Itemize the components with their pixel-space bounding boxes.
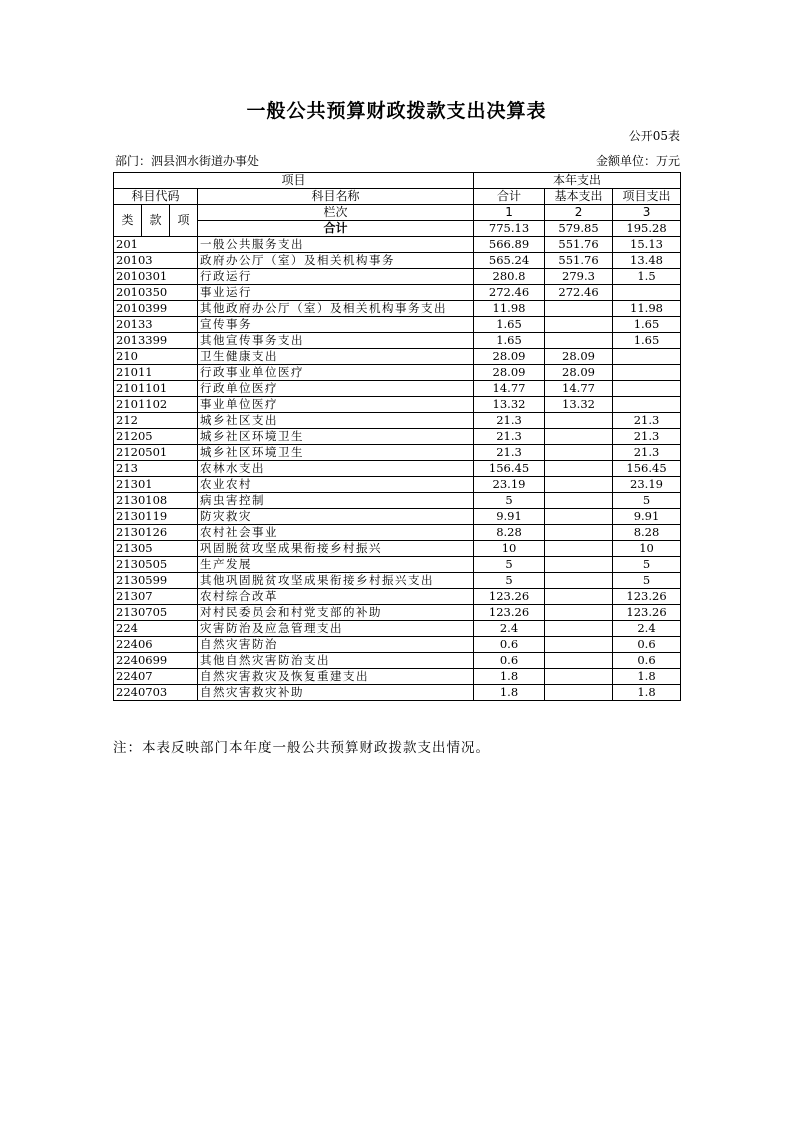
row-project: 8.28 xyxy=(613,525,681,541)
row-total: 280.8 xyxy=(474,269,545,285)
row-total: 9.91 xyxy=(474,509,545,525)
row-total: 1.65 xyxy=(474,333,545,349)
row-code: 22407 xyxy=(114,669,198,685)
row-basic xyxy=(545,429,613,445)
row-basic: 14.77 xyxy=(545,381,613,397)
row-code: 20133 xyxy=(114,317,198,333)
table-row xyxy=(114,541,681,557)
row-basic xyxy=(545,317,613,333)
row-name: 农村综合改革 xyxy=(198,589,474,605)
row-total: 5 xyxy=(474,573,545,589)
row-basic xyxy=(545,301,613,317)
row-basic: 551.76 xyxy=(545,253,613,269)
amount-unit-label: 金额单位：万元 xyxy=(595,154,680,168)
row-basic xyxy=(545,333,613,349)
row-name: 防灾救灾 xyxy=(198,509,474,525)
row-code: 210 xyxy=(114,349,198,365)
row-name: 城乡社区支出 xyxy=(198,413,474,429)
row-total: 21.3 xyxy=(474,413,545,429)
row-project: 5 xyxy=(613,557,681,573)
row-total: 123.26 xyxy=(474,605,545,621)
header-subject-code: 科目代码 xyxy=(114,189,198,205)
row-name: 事业运行 xyxy=(198,285,474,301)
row-code: 2130505 xyxy=(114,557,198,573)
table-row xyxy=(114,637,681,653)
table-row xyxy=(114,317,681,333)
row-basic: 279.3 xyxy=(545,269,613,285)
row-name: 一般公共服务支出 xyxy=(198,237,474,253)
table-row xyxy=(114,365,681,381)
row-code: 2010301 xyxy=(114,269,198,285)
table-row xyxy=(114,429,681,445)
row-total: 21.3 xyxy=(474,445,545,461)
table-row xyxy=(114,397,681,413)
row-project: 0.6 xyxy=(613,653,681,669)
row-project xyxy=(613,381,681,397)
row-project: 1.8 xyxy=(613,669,681,685)
row-name: 自然灾害防治 xyxy=(198,637,474,653)
row-project: 5 xyxy=(613,493,681,509)
row-code: 21011 xyxy=(114,365,198,381)
row-basic: 272.46 xyxy=(545,285,613,301)
row-basic xyxy=(545,445,613,461)
sum-project: 195.28 xyxy=(613,221,681,237)
row-name: 其他政府办公厅（室）及相关机构事务支出 xyxy=(198,301,474,317)
table-row xyxy=(114,509,681,525)
header-row-3 xyxy=(114,205,681,221)
table-row xyxy=(114,669,681,685)
row-code: 201 xyxy=(114,237,198,253)
header-lei: 类 xyxy=(114,205,142,237)
row-basic xyxy=(545,413,613,429)
row-total: 28.09 xyxy=(474,365,545,381)
table-row xyxy=(114,333,681,349)
table-row xyxy=(114,493,681,509)
row-name: 病虫害控制 xyxy=(198,493,474,509)
sum-basic: 579.85 xyxy=(545,221,613,237)
header-row-2 xyxy=(114,189,681,205)
row-basic: 13.32 xyxy=(545,397,613,413)
table-row xyxy=(114,461,681,477)
row-total: 28.09 xyxy=(474,349,545,365)
row-name: 自然灾害救灾补助 xyxy=(198,685,474,701)
row-name: 其他巩固脱贫攻坚成果衔接乡村振兴支出 xyxy=(198,573,474,589)
page-title: 一般公共预算财政拨款支出决算表 xyxy=(246,100,547,122)
row-code: 212 xyxy=(114,413,198,429)
row-basic: 551.76 xyxy=(545,237,613,253)
row-total: 21.3 xyxy=(474,429,545,445)
row-code: 22406 xyxy=(114,637,198,653)
row-project: 0.6 xyxy=(613,637,681,653)
table-row xyxy=(114,605,681,621)
footnote: 注：本表反映部门本年度一般公共预算财政拨款支出情况。 xyxy=(113,740,490,756)
row-project: 1.65 xyxy=(613,317,681,333)
table-row xyxy=(114,301,681,317)
row-basic xyxy=(545,461,613,477)
row-project: 10 xyxy=(613,541,681,557)
row-basic xyxy=(545,525,613,541)
row-name: 巩固脱贫攻坚成果衔接乡村振兴 xyxy=(198,541,474,557)
header-kuan: 款 xyxy=(142,205,170,237)
row-project: 123.26 xyxy=(613,605,681,621)
table-row xyxy=(114,237,681,253)
row-total: 5 xyxy=(474,493,545,509)
table-row xyxy=(114,653,681,669)
row-total: 8.28 xyxy=(474,525,545,541)
form-number: 公开05表 xyxy=(628,129,680,143)
row-code: 21301 xyxy=(114,477,198,493)
row-name: 农业农村 xyxy=(198,477,474,493)
row-code: 2010350 xyxy=(114,285,198,301)
header-col-3: 3 xyxy=(613,205,681,221)
row-project: 5 xyxy=(613,573,681,589)
row-basic xyxy=(545,541,613,557)
row-total: 11.98 xyxy=(474,301,545,317)
row-basic xyxy=(545,605,613,621)
row-total: 272.46 xyxy=(474,285,545,301)
header-basic: 基本支出 xyxy=(545,189,613,205)
row-name: 其他自然灾害防治支出 xyxy=(198,653,474,669)
row-name: 农村社会事业 xyxy=(198,525,474,541)
row-name: 事业单位医疗 xyxy=(198,397,474,413)
row-code: 2240699 xyxy=(114,653,198,669)
row-project: 21.3 xyxy=(613,429,681,445)
row-basic xyxy=(545,557,613,573)
row-total: 566.89 xyxy=(474,237,545,253)
row-total: 2.4 xyxy=(474,621,545,637)
row-total: 10 xyxy=(474,541,545,557)
row-project xyxy=(613,397,681,413)
row-code: 21205 xyxy=(114,429,198,445)
sum-row xyxy=(114,221,681,237)
header-xiang: 项 xyxy=(170,205,198,237)
row-code: 2130705 xyxy=(114,605,198,621)
row-name: 城乡社区环境卫生 xyxy=(198,429,474,445)
header-row-1 xyxy=(114,173,681,189)
row-code: 21305 xyxy=(114,541,198,557)
row-name: 卫生健康支出 xyxy=(198,349,474,365)
header-project-exp: 项目支出 xyxy=(613,189,681,205)
row-project: 123.26 xyxy=(613,589,681,605)
row-code: 2101101 xyxy=(114,381,198,397)
row-basic xyxy=(545,653,613,669)
row-name: 灾害防治及应急管理支出 xyxy=(198,621,474,637)
table-row xyxy=(114,381,681,397)
row-name: 对村民委员会和村党支部的补助 xyxy=(198,605,474,621)
row-name: 政府办公厅（室）及相关机构事务 xyxy=(198,253,474,269)
row-project: 11.98 xyxy=(613,301,681,317)
sum-total: 775.13 xyxy=(474,221,545,237)
table-row xyxy=(114,285,681,301)
row-code: 2130599 xyxy=(114,573,198,589)
row-project: 21.3 xyxy=(613,445,681,461)
row-project: 9.91 xyxy=(613,509,681,525)
row-project xyxy=(613,349,681,365)
row-basic xyxy=(545,621,613,637)
row-code: 2130108 xyxy=(114,493,198,509)
row-basic xyxy=(545,493,613,509)
row-code: 2120501 xyxy=(114,445,198,461)
table-row xyxy=(114,685,681,701)
row-total: 565.24 xyxy=(474,253,545,269)
table-row xyxy=(114,525,681,541)
table-row xyxy=(114,269,681,285)
row-basic xyxy=(545,589,613,605)
row-basic xyxy=(545,509,613,525)
department-label: 部门：泗县泗水街道办事处 xyxy=(115,154,260,168)
expenditure-table xyxy=(113,172,681,701)
row-total: 1.8 xyxy=(474,669,545,685)
row-total: 0.6 xyxy=(474,637,545,653)
row-name: 宣传事务 xyxy=(198,317,474,333)
row-basic: 28.09 xyxy=(545,349,613,365)
row-code: 2101102 xyxy=(114,397,198,413)
row-total: 156.45 xyxy=(474,461,545,477)
row-project: 21.3 xyxy=(613,413,681,429)
row-project xyxy=(613,285,681,301)
table-row xyxy=(114,589,681,605)
header-total: 合计 xyxy=(474,189,545,205)
row-project xyxy=(613,365,681,381)
row-total: 13.32 xyxy=(474,397,545,413)
row-code: 2130119 xyxy=(114,509,198,525)
row-code: 2240703 xyxy=(114,685,198,701)
row-code: 20103 xyxy=(114,253,198,269)
row-total: 0.6 xyxy=(474,653,545,669)
header-subject-name: 科目名称 xyxy=(198,189,474,205)
row-basic: 28.09 xyxy=(545,365,613,381)
row-total: 5 xyxy=(474,557,545,573)
row-code: 224 xyxy=(114,621,198,637)
table-row xyxy=(114,349,681,365)
row-basic xyxy=(545,669,613,685)
row-name: 城乡社区环境卫生 xyxy=(198,445,474,461)
row-basic xyxy=(545,573,613,589)
header-col-2: 2 xyxy=(545,205,613,221)
row-total: 1.65 xyxy=(474,317,545,333)
table-row xyxy=(114,445,681,461)
row-total: 23.19 xyxy=(474,477,545,493)
table-row xyxy=(114,557,681,573)
row-name: 生产发展 xyxy=(198,557,474,573)
row-project: 1.8 xyxy=(613,685,681,701)
row-basic xyxy=(545,685,613,701)
row-total: 1.8 xyxy=(474,685,545,701)
header-current-year: 本年支出 xyxy=(474,173,681,189)
row-project: 15.13 xyxy=(613,237,681,253)
row-name: 其他宣传事务支出 xyxy=(198,333,474,349)
row-name: 行政运行 xyxy=(198,269,474,285)
header-column-no: 栏次 xyxy=(198,205,474,221)
sum-label: 合计 xyxy=(198,221,474,237)
row-code: 2130126 xyxy=(114,525,198,541)
row-project: 13.48 xyxy=(613,253,681,269)
table-row xyxy=(114,477,681,493)
header-col-1: 1 xyxy=(474,205,545,221)
table-row xyxy=(114,621,681,637)
row-name: 行政单位医疗 xyxy=(198,381,474,397)
header-project: 项目 xyxy=(114,173,474,189)
row-basic xyxy=(545,637,613,653)
row-project: 23.19 xyxy=(613,477,681,493)
table-row xyxy=(114,253,681,269)
row-total: 123.26 xyxy=(474,589,545,605)
table-row xyxy=(114,413,681,429)
row-total: 14.77 xyxy=(474,381,545,397)
row-code: 2013399 xyxy=(114,333,198,349)
row-code: 21307 xyxy=(114,589,198,605)
row-project: 2.4 xyxy=(613,621,681,637)
row-project: 156.45 xyxy=(613,461,681,477)
row-name: 行政事业单位医疗 xyxy=(198,365,474,381)
row-project: 1.65 xyxy=(613,333,681,349)
row-code: 213 xyxy=(114,461,198,477)
row-name: 农林水支出 xyxy=(198,461,474,477)
row-name: 自然灾害救灾及恢复重建支出 xyxy=(198,669,474,685)
table-row xyxy=(114,573,681,589)
row-code: 2010399 xyxy=(114,301,198,317)
row-basic xyxy=(545,477,613,493)
row-project: 1.5 xyxy=(613,269,681,285)
